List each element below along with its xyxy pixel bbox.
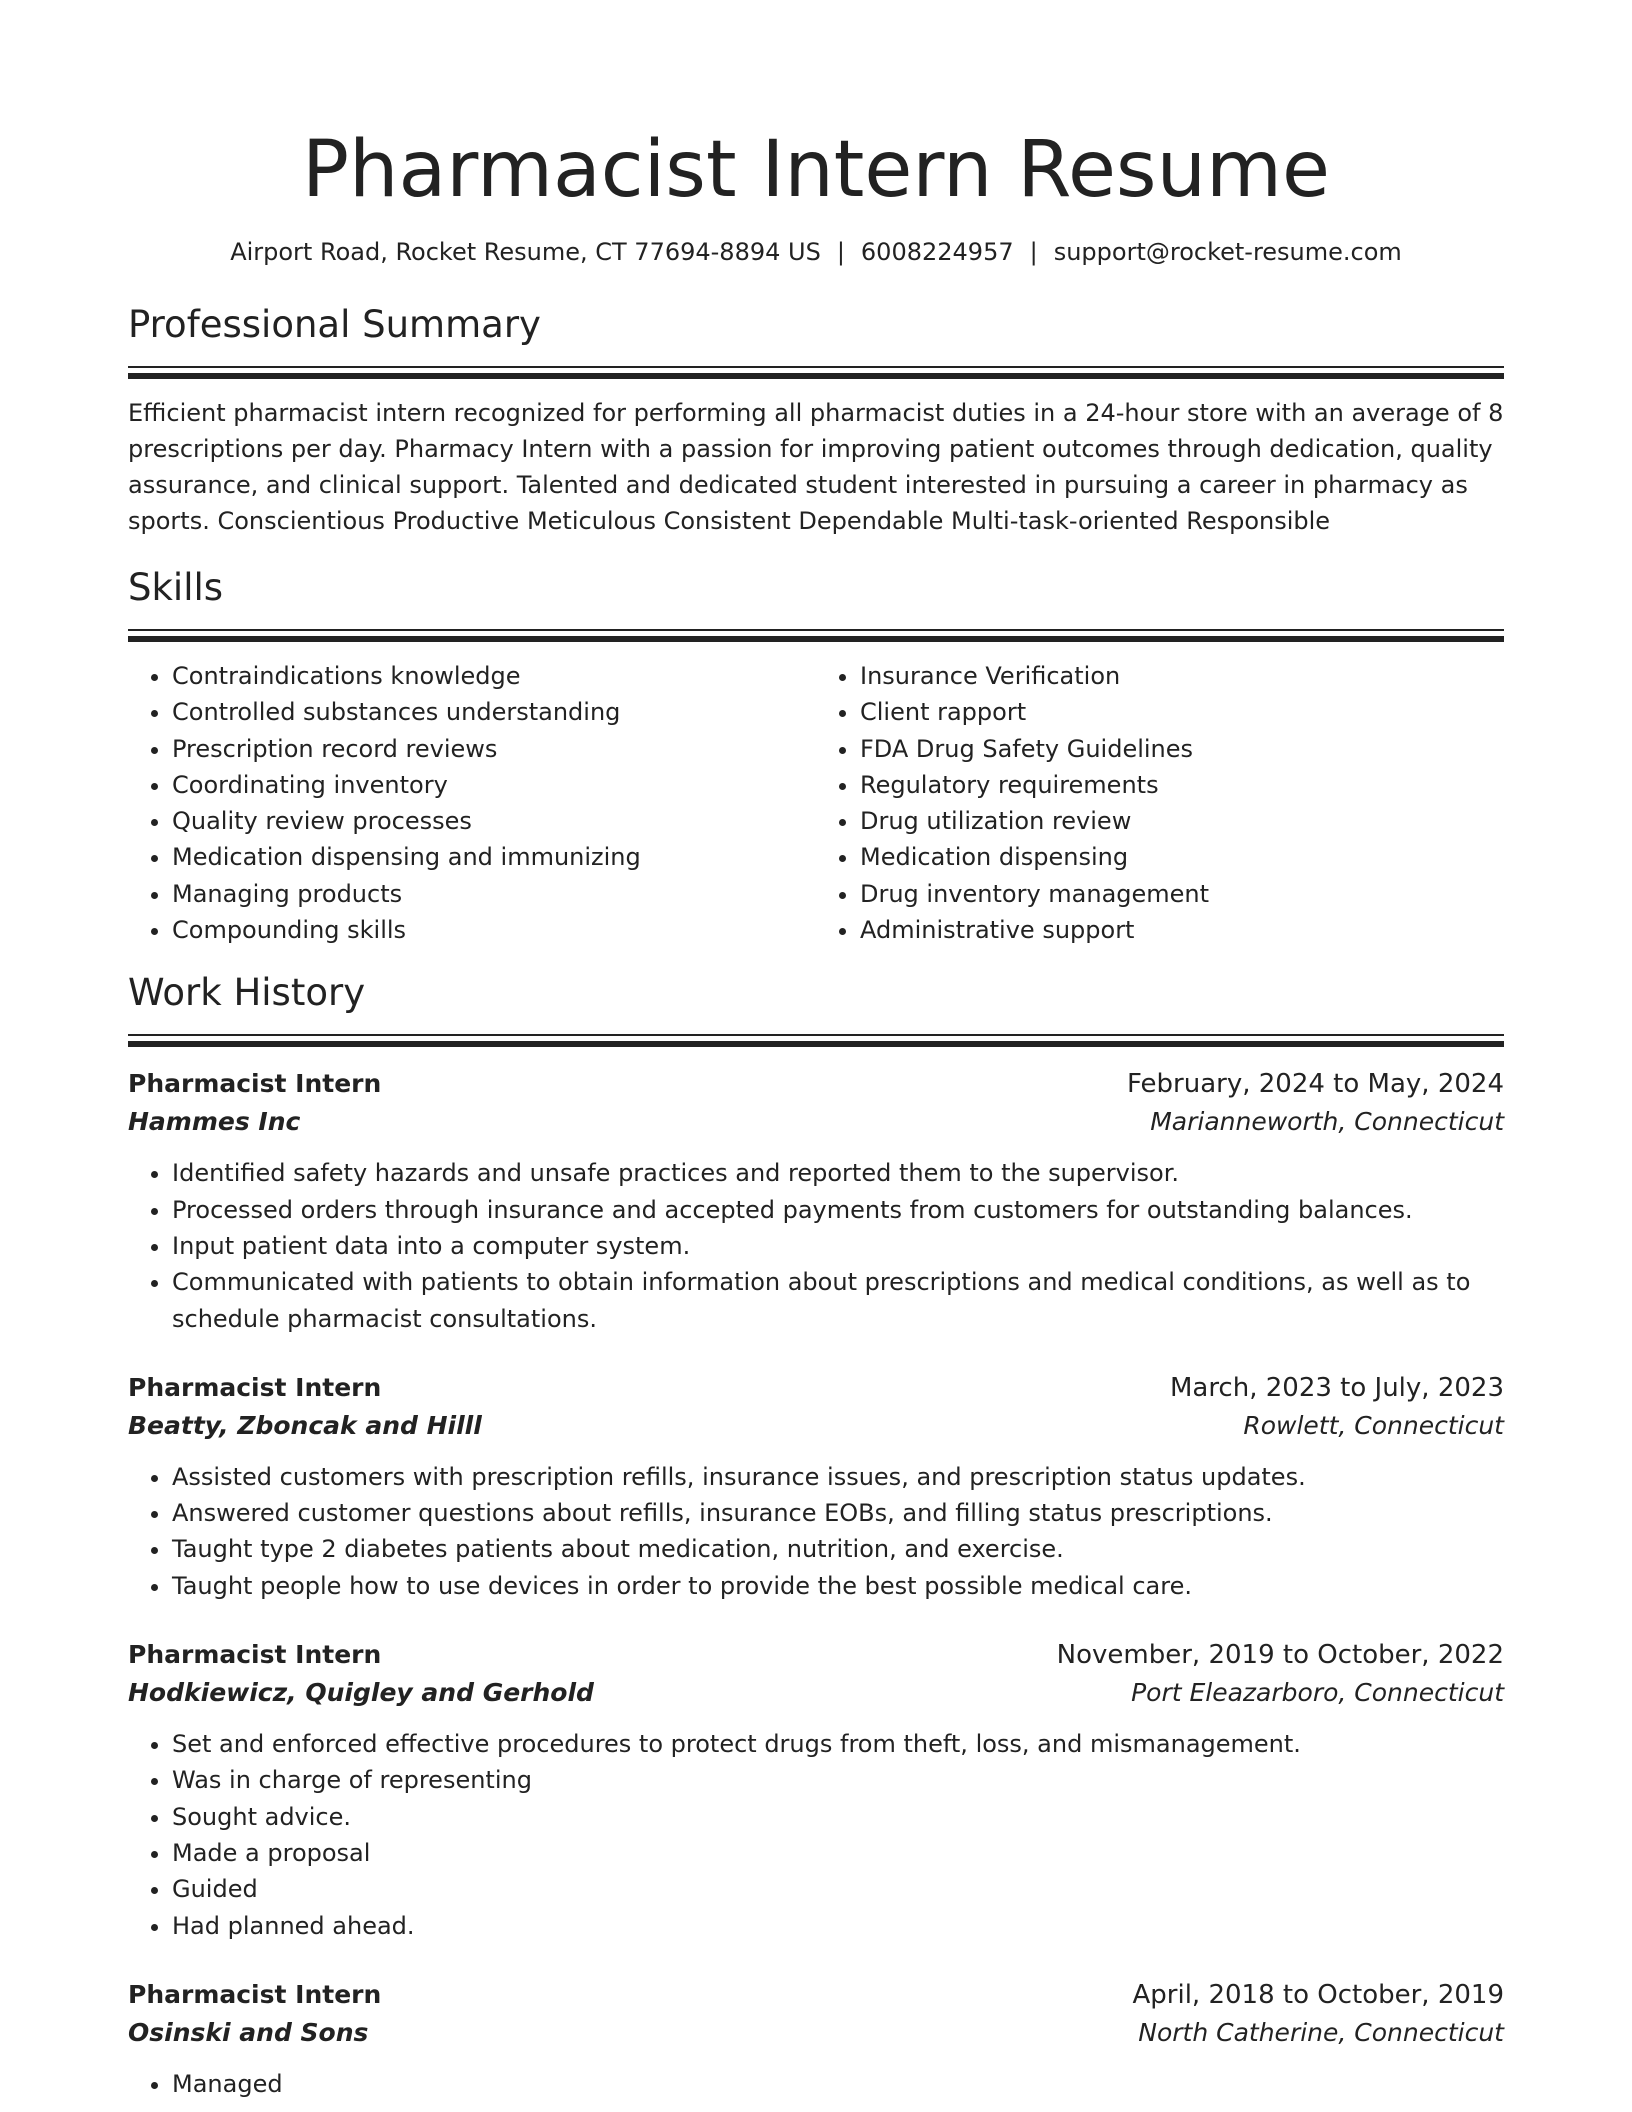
job-location: Marianneworth, Connecticut — [1150, 1107, 1504, 1137]
skill-item: • Quality review processes — [172, 803, 816, 839]
skill-item: • Drug inventory management — [860, 876, 1504, 912]
section-divider-thick — [128, 636, 1504, 642]
job-dates: April, 2018 to October, 2019 — [1132, 1979, 1504, 2010]
summary-text: Efficient pharmacist intern recognized for performing all pharmacist duties in a 24-hour store with an average of 8 prescriptions per day. Pharmacy Intern with a passion for improving patient outcomes through dedication, quality assurance, and clinical support. Talented and dedicated student interested in pursuing a career in pharmacy as sports. Conscientious Productive Meticulous Consistent Dependable Multi-task-oriented Responsible — [128, 399, 1504, 535]
job-header-row — [128, 1636, 1504, 1674]
skills-section — [128, 565, 1504, 948]
skill-item: • Regulatory requirements — [860, 767, 1504, 803]
job-company: Hammes Inc — [128, 1107, 301, 1137]
phone-text: 6008224957 — [860, 238, 1014, 266]
job-company-row — [128, 1674, 1504, 1712]
job-bullet: • Communicated with patients to obtain information about prescriptions and medical conditions, as well as to schedule pharmacist consultations. — [172, 1264, 1504, 1337]
job-bullets — [128, 1155, 1504, 1336]
skill-item: • Medication dispensing and immunizing — [172, 839, 816, 875]
job-company-row — [128, 1103, 1504, 1141]
job-bullet: • Sought advice. — [172, 1799, 1504, 1835]
skill-item: • FDA Drug Safety Guidelines — [860, 731, 1504, 767]
job-header-row — [128, 1369, 1504, 1407]
job-title: Pharmacist Intern — [128, 1640, 382, 1670]
job-company-row — [128, 2014, 1504, 2052]
skill-item: • Insurance Verification — [860, 658, 1504, 694]
skills-heading: Skills — [128, 566, 224, 609]
skills-list-left — [128, 658, 816, 948]
job-bullet: • Set and enforced effective procedures to protect drugs from theft, loss, and mismanagement. — [172, 1726, 1504, 1762]
job-bullet: • Identified safety hazards and unsafe practices and reported them to the supervisor. — [172, 1155, 1504, 1191]
job-title: Pharmacist Intern — [128, 1372, 382, 1402]
job-bullet: • Was in charge of representing — [172, 1762, 1504, 1798]
job-dates: February, 2024 to May, 2024 — [1127, 1069, 1504, 1100]
job-bullet: • Assisted customers with prescription refills, insurance issues, and prescription status updates. — [172, 1459, 1504, 1495]
contact-line — [128, 236, 1504, 268]
address-text: Airport Road, Rocket Resume, CT 77694-8894 US — [230, 238, 821, 266]
section-divider — [128, 1034, 1504, 1036]
summary-section — [128, 302, 1504, 539]
job-bullets — [128, 2066, 1504, 2102]
job-bullet: • Had planned ahead. — [172, 1908, 1504, 1944]
section-divider-thick — [128, 1041, 1504, 1047]
skill-item: • Controlled substances understanding — [172, 694, 816, 730]
job-location: Port Eleazarboro, Connecticut — [1131, 1678, 1504, 1708]
skill-item: • Managing products — [172, 876, 816, 912]
job-bullet: • Taught type 2 diabetes patients about medication, nutrition, and exercise. — [172, 1531, 1504, 1567]
job-title: Pharmacist Intern — [128, 1069, 382, 1099]
skill-item: • Compounding skills — [172, 912, 816, 948]
work-heading: Work History — [128, 971, 366, 1015]
job-company-row — [128, 1407, 1504, 1445]
job-entry — [128, 1065, 1504, 1336]
skill-item: • Client rapport — [860, 694, 1504, 730]
resume-title: Pharmacist Intern Resume — [302, 125, 1330, 215]
skills-list-right — [816, 658, 1504, 948]
skill-item: • Drug utilization review — [860, 803, 1504, 839]
resume-page — [128, 0, 1504, 2102]
work-section — [128, 970, 1504, 2102]
job-bullets — [128, 1726, 1504, 1944]
summary-heading: Professional Summary — [128, 303, 541, 346]
contact-separator: | — [1029, 238, 1038, 266]
skill-item: • Medication dispensing — [860, 839, 1504, 875]
job-list — [128, 1065, 1504, 2102]
job-header-row — [128, 1065, 1504, 1103]
skills-columns — [128, 658, 1504, 948]
job-location: North Catherine, Connecticut — [1138, 2017, 1504, 2047]
job-dates: November, 2019 to October, 2022 — [1056, 1640, 1504, 1671]
job-company: Beatty, Zboncak and Hilll — [128, 1410, 482, 1440]
job-bullet: • Input patient data into a computer system. — [172, 1228, 1504, 1264]
job-bullet: • Made a proposal — [172, 1835, 1504, 1871]
email-text: support@rocket-resume.com — [1053, 238, 1402, 266]
job-bullet: • Taught people how to use devices in order to provide the best possible medical care. — [172, 1568, 1504, 1604]
job-bullet: • Processed orders through insurance and accepted payments from customers for outstanding balances. — [172, 1192, 1504, 1228]
job-entry — [128, 1369, 1504, 1604]
job-bullet: • Managed — [172, 2066, 1504, 2102]
skill-item: • Coordinating inventory — [172, 767, 816, 803]
section-divider — [128, 366, 1504, 368]
section-divider — [128, 629, 1504, 631]
job-entry — [128, 1976, 1504, 2102]
job-bullet: • Guided — [172, 1871, 1504, 1907]
contact-separator: | — [836, 238, 845, 266]
job-bullet: • Answered customer questions about refills, insurance EOBs, and filling status prescriptions. — [172, 1495, 1504, 1531]
skill-item: • Administrative support — [860, 912, 1504, 948]
job-location: Rowlett, Connecticut — [1243, 1410, 1504, 1440]
job-dates: March, 2023 to July, 2023 — [1169, 1372, 1504, 1403]
job-bullets — [128, 1459, 1504, 1604]
job-entry — [128, 1636, 1504, 1944]
job-title: Pharmacist Intern — [128, 1979, 382, 2009]
job-header-row — [128, 1976, 1504, 2014]
skill-item: • Contraindications knowledge — [172, 658, 816, 694]
job-company: Hodkiewicz, Quigley and Gerhold — [128, 1678, 594, 1708]
job-company: Osinski and Sons — [128, 2017, 369, 2047]
section-divider-thick — [128, 373, 1504, 379]
skill-item: • Prescription record reviews — [172, 731, 816, 767]
